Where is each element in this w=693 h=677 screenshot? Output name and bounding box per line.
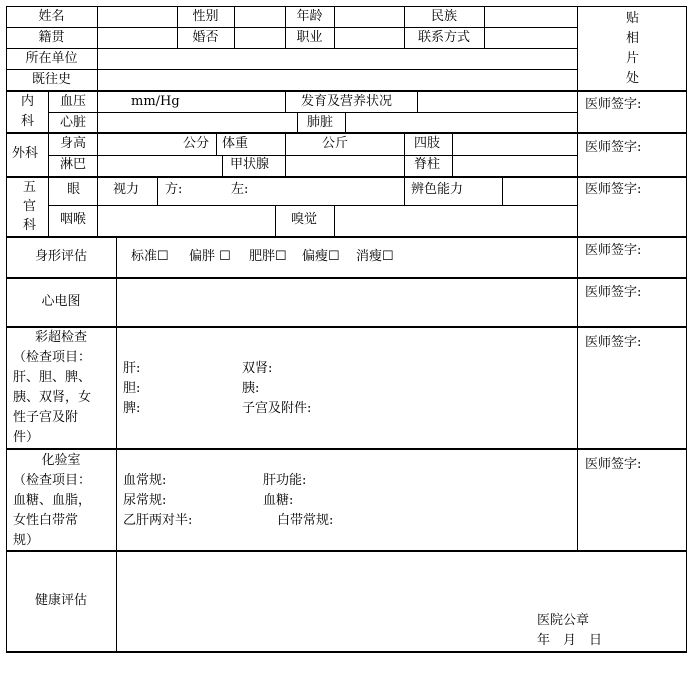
eye-label: 眼 bbox=[67, 182, 81, 197]
history-field[interactable] bbox=[98, 70, 577, 90]
internal-section-1: 内 bbox=[21, 94, 35, 109]
rule bbox=[6, 448, 687, 450]
date-label: 年 月 日 bbox=[537, 633, 603, 648]
vision-label: 视力 bbox=[113, 182, 140, 197]
rule bbox=[48, 90, 49, 236]
rule bbox=[686, 6, 687, 653]
spine-field[interactable] bbox=[453, 156, 577, 176]
ecg-label: 心电图 bbox=[41, 294, 81, 309]
gender-label: 性别 bbox=[192, 9, 219, 24]
smell-field[interactable] bbox=[335, 206, 577, 236]
ecg-field[interactable] bbox=[117, 279, 577, 326]
lab-item-blood-sugar: 血糖: bbox=[263, 493, 294, 508]
ent-section-3: 科 bbox=[23, 218, 37, 233]
doctor-sign-physique: 医师签字: bbox=[585, 243, 642, 258]
age-field[interactable] bbox=[335, 7, 404, 27]
rule bbox=[157, 176, 158, 205]
rule bbox=[285, 132, 286, 176]
ethnicity-field[interactable] bbox=[485, 7, 577, 27]
weight-unit: 公斤 bbox=[322, 136, 349, 151]
health-label: 健康评估 bbox=[34, 593, 87, 608]
photo-label-1: 贴 bbox=[626, 11, 640, 26]
photo-label-2: 相 bbox=[626, 31, 640, 46]
ethnicity-label: 民族 bbox=[430, 9, 457, 24]
lab-label-3: 血糖、血脂， bbox=[13, 493, 92, 508]
smell-label: 嗅觉 bbox=[291, 212, 318, 227]
ultrasound-label-2: （检查项目： bbox=[13, 350, 92, 365]
ultrasound-label-1: 彩超检查 bbox=[34, 330, 87, 345]
workplace-label: 所在单位 bbox=[25, 51, 78, 66]
native-place-label: 籍贯 bbox=[38, 30, 65, 45]
marital-field[interactable] bbox=[235, 28, 285, 48]
surgery-section: 外科 bbox=[12, 146, 39, 161]
physique-option-obese[interactable]: 肥胖☐ bbox=[249, 249, 287, 264]
spine-label: 脊柱 bbox=[414, 157, 441, 172]
rule bbox=[6, 90, 687, 92]
bp-label: 血压 bbox=[60, 94, 87, 109]
marital-label: 婚否 bbox=[192, 30, 219, 45]
rule bbox=[297, 112, 298, 132]
ultrasound-item-spleen: 脾: bbox=[123, 401, 141, 416]
lab-item-leucorrhea: 白带常规: bbox=[277, 513, 334, 528]
thyroid-label: 甲状腺 bbox=[230, 157, 270, 172]
color-vision-label: 辨色能力 bbox=[411, 182, 464, 197]
lab-label-4: 女性白带常 bbox=[13, 513, 79, 528]
height-label: 身高 bbox=[60, 136, 87, 151]
lab-item-liver-function: 肝功能: bbox=[263, 473, 307, 488]
rule bbox=[6, 651, 687, 653]
lab-item-blood-routine: 血常规: bbox=[123, 473, 167, 488]
nutrition-field[interactable] bbox=[418, 92, 577, 112]
ultrasound-item-liver: 肝: bbox=[123, 361, 141, 376]
contact-label: 联系方式 bbox=[417, 30, 470, 45]
throat-field[interactable] bbox=[98, 206, 275, 236]
name-field[interactable] bbox=[98, 7, 177, 27]
lungs-label: 肺脏 bbox=[307, 115, 334, 130]
rule bbox=[6, 176, 687, 178]
lungs-field[interactable] bbox=[346, 113, 577, 132]
workplace-field[interactable] bbox=[98, 49, 577, 69]
contact-field[interactable] bbox=[485, 28, 577, 48]
bp-unit: mm/Hg bbox=[131, 94, 180, 109]
rule bbox=[6, 550, 687, 552]
occupation-label: 职业 bbox=[296, 30, 323, 45]
physique-label: 身形评估 bbox=[34, 249, 87, 264]
physique-option-thin[interactable]: 消瘦☐ bbox=[356, 249, 394, 264]
hospital-seal-label: 医院公章 bbox=[537, 613, 590, 628]
ent-section-1: 五 bbox=[23, 180, 37, 195]
physique-option-standard[interactable]: 标准☐ bbox=[131, 249, 169, 264]
name-label: 姓名 bbox=[38, 9, 65, 24]
internal-section-2: 科 bbox=[21, 114, 35, 129]
rule bbox=[6, 236, 687, 238]
heart-field[interactable] bbox=[98, 113, 297, 132]
rule bbox=[222, 155, 223, 176]
limbs-field[interactable] bbox=[453, 134, 577, 155]
doctor-sign-internal: 医师签字: bbox=[585, 97, 642, 112]
height-unit: 公分 bbox=[183, 136, 210, 151]
ultrasound-item-pancreas: 胰: bbox=[242, 381, 260, 396]
ultrasound-item-gallbladder: 胆: bbox=[123, 381, 141, 396]
gender-field[interactable] bbox=[235, 7, 285, 27]
lymph-label: 淋巴 bbox=[60, 157, 87, 172]
left-eye-label: 左: bbox=[231, 182, 249, 197]
color-vision-field[interactable] bbox=[503, 178, 577, 205]
doctor-sign-ent: 医师签字: bbox=[585, 182, 642, 197]
lab-item-urine-routine: 尿常规: bbox=[123, 493, 167, 508]
doctor-sign-surgery: 医师签字: bbox=[585, 140, 642, 155]
nutrition-label: 发育及营养状况 bbox=[301, 94, 393, 109]
heart-label: 心脏 bbox=[60, 115, 87, 130]
history-label: 既往史 bbox=[31, 72, 71, 87]
lab-label-1: 化验室 bbox=[41, 453, 81, 468]
ultrasound-label-5: 性子宫及附 bbox=[13, 410, 79, 425]
ultrasound-item-uterus: 子宫及附件: bbox=[242, 401, 312, 416]
lab-item-hepatitis-b: 乙肝两对半: bbox=[123, 513, 193, 528]
ultrasound-label-6: 件） bbox=[13, 430, 40, 445]
age-label: 年龄 bbox=[296, 9, 323, 24]
photo-label-4: 处 bbox=[626, 71, 640, 86]
ultrasound-label-3: 肝、胆、脾、 bbox=[13, 370, 92, 385]
rule bbox=[6, 326, 687, 328]
occupation-field[interactable] bbox=[335, 28, 404, 48]
doctor-sign-ecg: 医师签字: bbox=[585, 285, 642, 300]
weight-label: 体重 bbox=[222, 136, 249, 151]
rule bbox=[404, 132, 405, 176]
native-place-field[interactable] bbox=[98, 28, 177, 48]
doctor-sign-lab: 医师签字: bbox=[585, 457, 642, 472]
right-eye-label: 方: bbox=[165, 182, 183, 197]
rule bbox=[275, 205, 276, 236]
throat-label: 咽喉 bbox=[60, 212, 87, 227]
lab-label-5: 规） bbox=[13, 533, 40, 548]
rule bbox=[6, 132, 687, 134]
rule bbox=[404, 176, 405, 205]
physique-option-slightly-fat[interactable]: 偏胖 ☐ bbox=[189, 249, 231, 264]
lab-label-2: （检查项目： bbox=[13, 473, 92, 488]
ultrasound-item-kidneys: 双肾: bbox=[242, 361, 273, 376]
photo-label-3: 片 bbox=[626, 51, 640, 66]
ultrasound-label-4: 胰、双肾，女 bbox=[13, 390, 92, 405]
rule bbox=[216, 132, 217, 155]
rule bbox=[285, 90, 286, 112]
doctor-sign-ultrasound: 医师签字: bbox=[585, 335, 642, 350]
limbs-label: 四肢 bbox=[414, 136, 441, 151]
physique-option-slightly-thin[interactable]: 偏瘦☐ bbox=[302, 249, 340, 264]
ent-section-2: 官 bbox=[23, 199, 37, 214]
